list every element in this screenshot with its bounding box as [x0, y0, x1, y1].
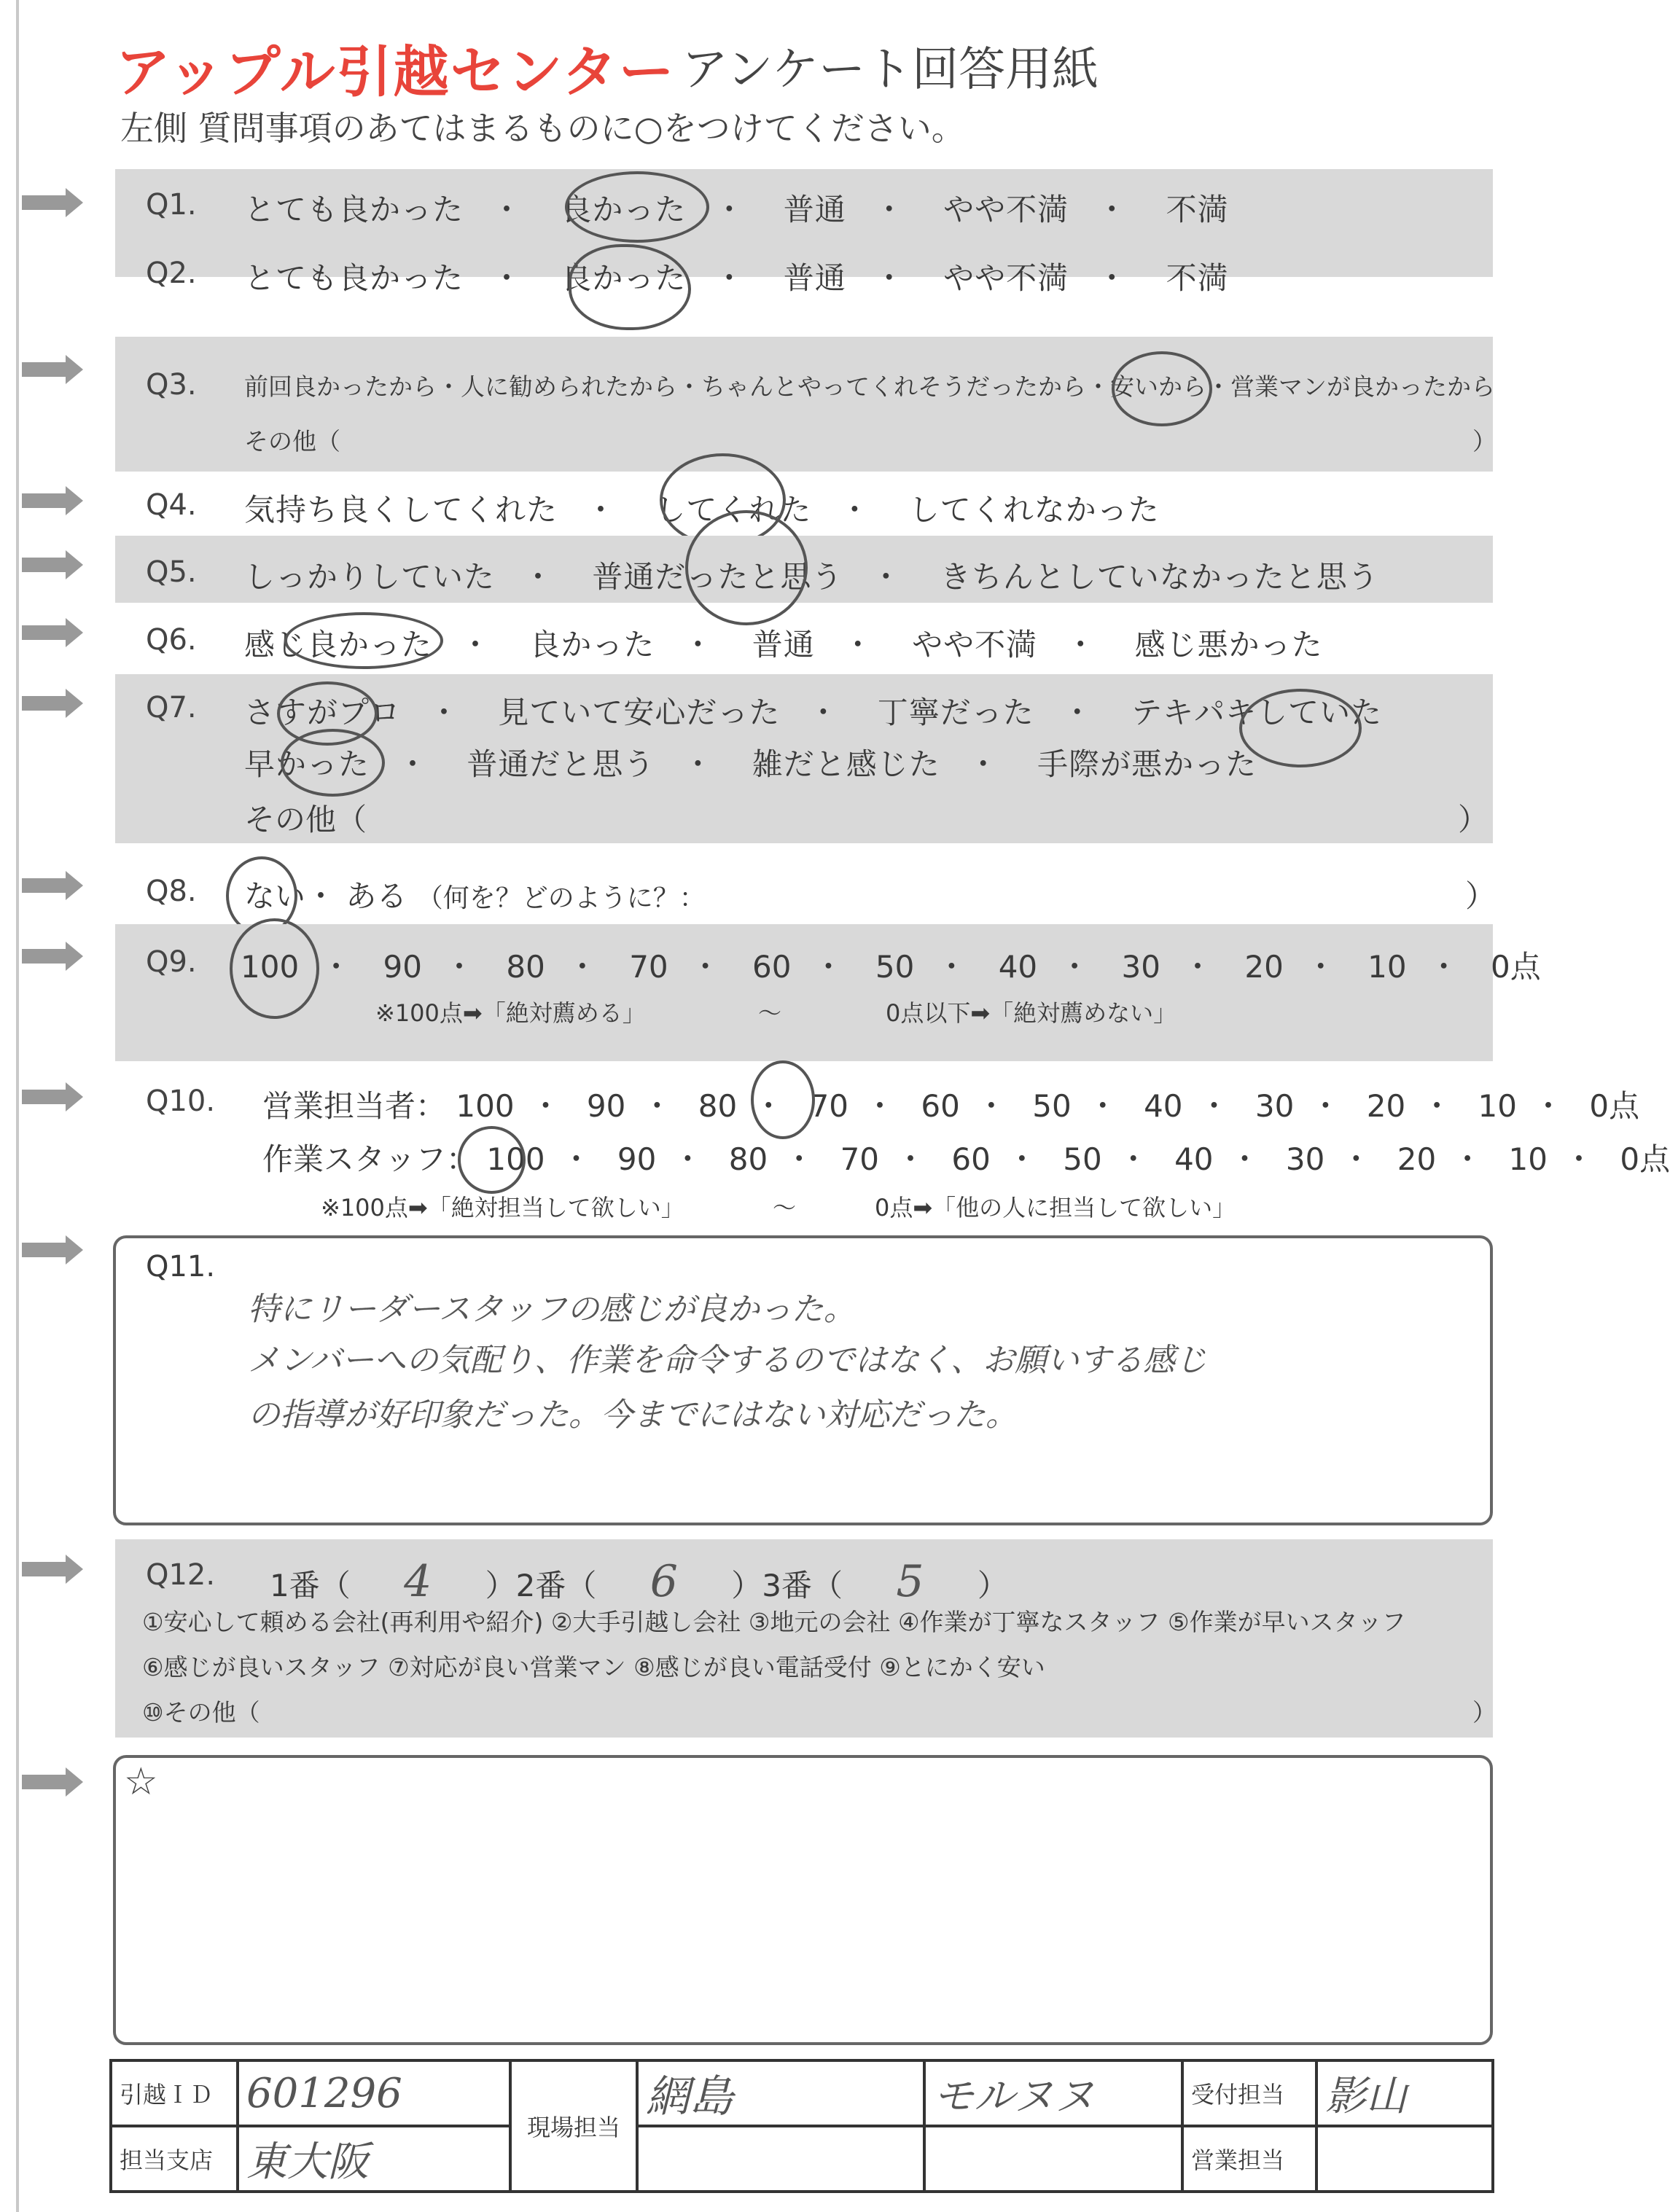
q9-score-0[interactable]: 0点 [1491, 949, 1541, 985]
q8-options: ない・ ある （何を？どのように？： [244, 878, 706, 914]
q7-row2: 早かった ・ 普通だと思う ・ 雑だと感じた ・ 手際が悪かった [244, 746, 1257, 782]
site-staff-2-value[interactable]: モルヌヌ [933, 2073, 1095, 2120]
q10-staff-score-20[interactable]: 20 [1397, 1141, 1437, 1177]
q10-note-left: ※100点➡「絶対担当して欲しい」 [321, 1194, 684, 1222]
q7-option-2[interactable]: 見ていて安心だった [498, 695, 781, 730]
reception-value[interactable]: 影山 [1325, 2073, 1407, 2120]
q12-choices-row-3: ⑩その他（ [142, 1698, 260, 1727]
q5-options: しっかりしていた ・ 普通だったと思う ・ きちんとしていなかったと思う [244, 559, 1379, 595]
q2-option-2[interactable]: 良かった [561, 260, 687, 296]
q2-option-4[interactable]: やや不満 [943, 260, 1069, 296]
sales-label: 営業担当 [1182, 2126, 1316, 2192]
arrow-icon [22, 618, 83, 647]
q10-sales-selection-mark [751, 1060, 815, 1139]
free-comment-box[interactable] [113, 1755, 1493, 2045]
q9-score-60[interactable]: 60 [752, 949, 792, 985]
q9-score-100[interactable]: 100 [241, 949, 300, 985]
q6-option-3[interactable]: 普通 [752, 627, 815, 663]
arrow-icon [22, 486, 83, 515]
site-staff-cell-1 [637, 2060, 924, 2126]
reception-cell [1316, 2060, 1493, 2126]
q1-option-1[interactable]: とても良かった [244, 192, 464, 227]
q4-option-3[interactable]: してくれなかった [908, 492, 1160, 528]
q6-options: 感じ良かった ・ 良かった ・ 普通 ・ やや不満 ・ 感じ悪かった [244, 627, 1323, 663]
q9-score-80[interactable]: 80 [506, 949, 545, 985]
q2-option-5[interactable]: 不満 [1166, 260, 1229, 296]
q10-staff-score-40[interactable]: 40 [1174, 1141, 1214, 1177]
q10-staff-label: 作業スタッフ： [262, 1141, 477, 1177]
q12-other-close: ） [1472, 1698, 1497, 1727]
left-arrows [22, 0, 87, 1822]
q6-label: Q6. [146, 623, 197, 657]
q12-third-value[interactable]: 5 [896, 1556, 924, 1607]
q9-scale: 100 ・ 90 ・ 80 ・ 70 ・ 60 ・ 50 ・ 40 ・ 30 ・ 20 ・ 10 ・ 0点 [241, 949, 1541, 985]
q10-sales-score-60[interactable]: 60 [921, 1088, 960, 1124]
q11-answer-line-3[interactable]: の指導が好印象だった。今までにはない対応だった。 [248, 1396, 1018, 1434]
q12-first-label: 1番（ [270, 1568, 351, 1603]
q6-selection-mark [284, 612, 443, 669]
q10-label: Q10. [146, 1084, 216, 1118]
q1-option-5[interactable]: 不満 [1166, 192, 1229, 227]
q9-score-50[interactable]: 50 [875, 949, 915, 985]
q12-first-value[interactable]: 4 [404, 1556, 432, 1607]
branch-label: 担当支店 [111, 2126, 238, 2192]
q6-option-1[interactable]: 感じ良かった [244, 627, 433, 663]
q9-score-20[interactable]: 20 [1244, 949, 1284, 985]
q10-sales-score-70[interactable]: 70 [809, 1088, 849, 1124]
move-id-value[interactable]: 601296 [246, 2069, 402, 2117]
q6-option-5[interactable]: 感じ悪かった [1134, 627, 1323, 663]
q6-option-4[interactable]: やや不満 [912, 627, 1038, 663]
q10-sales-score-0[interactable]: 0点 [1589, 1088, 1640, 1124]
q1-option-2[interactable]: 良かった [561, 192, 687, 227]
q8-detail: （何を？どのように？： [416, 883, 706, 913]
arrow-icon [22, 355, 83, 384]
arrow-icon [22, 1767, 83, 1797]
site-staff-label: 現場担当 [510, 2060, 637, 2192]
q8-close: ） [1465, 878, 1497, 914]
site-staff-cell-4[interactable] [924, 2126, 1182, 2192]
q7-option-7[interactable]: 雑だと感じた [752, 746, 940, 782]
footer-table [109, 2059, 1494, 2193]
q2-option-1[interactable]: とても良かった [244, 260, 464, 296]
q9-note-left: ※100点➡「絶対薦める」 [375, 999, 646, 1027]
arrow-icon [22, 550, 83, 579]
q10-sales-score-50[interactable]: 50 [1032, 1088, 1072, 1124]
q10-staff-row: 作業スタッフ： 100 ・ 90 ・ 80 ・ 70 ・ 60 ・ 50 ・ 40 ・ 30 ・ 20 ・ 10 ・ 0点 [262, 1141, 1670, 1177]
q12-choices-row-1: ①安心して頼める会社(再利用や紹介) ②大手引越し会社 ③地元の会社 ④作業が丁寧なスタッフ ⑤作業が早いスタッフ [142, 1608, 1406, 1636]
q10-staff-score-90[interactable]: 90 [617, 1141, 657, 1177]
q7-label: Q7. [146, 691, 197, 724]
q10-note-mid: 〜 [773, 1194, 797, 1222]
q10-sales-score-40[interactable]: 40 [1144, 1088, 1183, 1124]
q9-score-40[interactable]: 40 [998, 949, 1038, 985]
move-id-label: 引越ＩＤ [111, 2060, 238, 2126]
arrow-icon [22, 689, 83, 718]
site-staff-1-value[interactable]: 網島 [646, 2071, 733, 2122]
q7-option-3[interactable]: 丁寧だった [877, 695, 1034, 730]
q9-note-mid: 〜 [758, 999, 782, 1027]
q8-label: Q8. [146, 875, 197, 908]
q5-option-1[interactable]: しっかりしていた [244, 559, 496, 595]
q12-choices-row-2: ⑥感じが良いスタッフ ⑦対応が良い営業マン ⑧感じが良い電話受付 ⑨とにかく安い [142, 1653, 1045, 1681]
q6-option-2[interactable]: 良かった [529, 627, 655, 663]
q10-staff-score-60[interactable]: 60 [951, 1141, 991, 1177]
q7-selection-mark-3 [281, 729, 385, 797]
q4-options: 気持ち良くしてくれた ・ してくれた ・ してくれなかった [244, 492, 1160, 528]
q12-end-label: ） [977, 1568, 1008, 1603]
q9-label: Q9. [146, 945, 197, 979]
q11-answer-line-1[interactable]: 特にリーダースタッフの感じが良かった。 [248, 1291, 856, 1328]
q9-score-10[interactable]: 10 [1367, 949, 1407, 985]
q1-option-3[interactable]: 普通 [783, 192, 846, 227]
q7-option-6[interactable]: 普通だと思う [467, 746, 655, 782]
q2-label: Q2. [146, 257, 197, 290]
reception-label: 受付担当 [1182, 2060, 1316, 2126]
q10-note-right: 0点➡「他の人に担当して欲しい」 [875, 1194, 1236, 1222]
q3-options: 前回良かったから・人に勧められたから・ちゃんとやってくれそうだったから・安いから・営業マンが良かったから [244, 372, 1495, 401]
q10-sales-label: 営業担当者： [262, 1088, 447, 1124]
form-title: アンケート回答用紙 [682, 43, 1099, 97]
q10-sales-score-30[interactable]: 30 [1255, 1088, 1295, 1124]
q10-staff-selection-mark [458, 1126, 526, 1194]
q10-staff-score-100[interactable]: 100 [486, 1141, 545, 1177]
q8-option-some[interactable]: ある [346, 878, 407, 914]
q11-answer-line-2[interactable]: メンバーへの気配り、作業を命令するのではなく、お願いする感じ [248, 1342, 1208, 1379]
q10-sales-score-100[interactable]: 100 [456, 1088, 515, 1124]
q9-note-right: 0点以下➡「絶対薦めない」 [886, 999, 1177, 1027]
branch-cell [238, 2126, 510, 2192]
q3-label: Q3. [146, 368, 197, 402]
q10-staff-score-50[interactable]: 50 [1063, 1141, 1102, 1177]
q4-option-1[interactable]: 気持ち良くしてくれた [244, 492, 558, 528]
q12-rank-row [270, 1556, 1008, 1607]
q9-score-90[interactable]: 90 [383, 949, 422, 985]
q10-staff-score-0[interactable]: 0点 [1620, 1141, 1670, 1177]
q5-label: Q5. [146, 555, 197, 589]
move-id-cell [238, 2060, 510, 2126]
q10-staff-score-10[interactable]: 10 [1508, 1141, 1548, 1177]
q12-second-label: ）2番（ [485, 1568, 597, 1603]
q7-other: その他（ [244, 802, 367, 837]
star-icon: ☆ [124, 1760, 158, 1804]
q1-label: Q1. [146, 188, 197, 222]
q3-selection-mark [1112, 351, 1212, 426]
arrow-icon [22, 188, 83, 217]
q1-selection-mark [565, 171, 709, 243]
q2-selection-mark [569, 244, 691, 330]
branch-value[interactable]: 東大阪 [246, 2138, 369, 2186]
q2-option-3[interactable]: 普通 [783, 260, 846, 296]
q10-sales-score-20[interactable]: 20 [1366, 1088, 1406, 1124]
q3-other: その他（ [244, 427, 340, 456]
q2-options: とても良かった ・ 良かった ・ 普通 ・ やや不満 ・ 不満 [244, 260, 1229, 296]
q7-option-1[interactable]: さすがプロ [244, 695, 402, 730]
q4-label: Q4. [146, 488, 197, 522]
q11-box [113, 1235, 1493, 1525]
q10-staff-score-30[interactable]: 30 [1285, 1141, 1325, 1177]
arrow-icon [22, 1555, 83, 1584]
q7-option-8[interactable]: 手際が悪かった [1037, 746, 1257, 782]
q1-options: とても良かった ・ 良かった ・ 普通 ・ やや不満 ・ 不満 [244, 192, 1229, 227]
q5-selection-mark [685, 510, 808, 625]
q9-score-30[interactable]: 30 [1121, 949, 1160, 985]
q10-staff-score-80[interactable]: 80 [728, 1141, 768, 1177]
q1-option-4[interactable]: やや不満 [943, 192, 1069, 227]
q7-option-5[interactable]: 早かった [244, 746, 370, 782]
q5-option-3[interactable]: きちんとしていなかったと思う [940, 559, 1379, 595]
q7-other-close: ） [1458, 802, 1489, 837]
q7-selection-mark-2 [1239, 689, 1362, 767]
q11-label: Q11. [146, 1250, 216, 1283]
q9-selection-mark [230, 918, 319, 1019]
arrow-icon [22, 871, 83, 900]
q4-option-2[interactable]: してくれた [655, 492, 812, 528]
q10-sales-score-80[interactable]: 80 [698, 1088, 738, 1124]
instruction-text: 左側 質問事項のあてはまるものに○をつけてください。 [120, 109, 965, 148]
q10-sales-score-10[interactable]: 10 [1478, 1088, 1517, 1124]
q12-label: Q12. [146, 1558, 216, 1592]
site-staff-cell-2 [924, 2060, 1182, 2126]
q5-option-2[interactable]: 普通だったと思う [592, 559, 843, 595]
arrow-icon [22, 1235, 83, 1265]
q10-sales-row: 営業担当者： 100 ・ 90 ・ 80 ・ 70 ・ 60 ・ 50 ・ 40 ・ 30 ・ 20 ・ 10 ・ 0点 [262, 1088, 1640, 1124]
q12-second-value[interactable]: 6 [649, 1556, 678, 1607]
arrow-icon [22, 942, 83, 971]
q12-third-label: ）3番（ [731, 1568, 843, 1603]
q7-row1: さすがプロ ・ 見ていて安心だった ・ 丁寧だった ・ テキパキしていた [244, 695, 1383, 730]
brand-title: アップル引越センター [115, 39, 676, 104]
q7-option-4[interactable]: テキパキしていた [1131, 695, 1383, 730]
arrow-icon [22, 1082, 83, 1111]
q10-sales-score-90[interactable]: 90 [586, 1088, 626, 1124]
sales-cell[interactable] [1316, 2126, 1493, 2192]
q8-option-none[interactable]: ない [244, 878, 306, 914]
q10-staff-score-70[interactable]: 70 [840, 1141, 880, 1177]
q9-score-70[interactable]: 70 [629, 949, 668, 985]
left-margin-line [16, 0, 19, 2212]
q3-other-close: ） [1472, 427, 1497, 456]
site-staff-cell-3[interactable] [637, 2126, 924, 2192]
